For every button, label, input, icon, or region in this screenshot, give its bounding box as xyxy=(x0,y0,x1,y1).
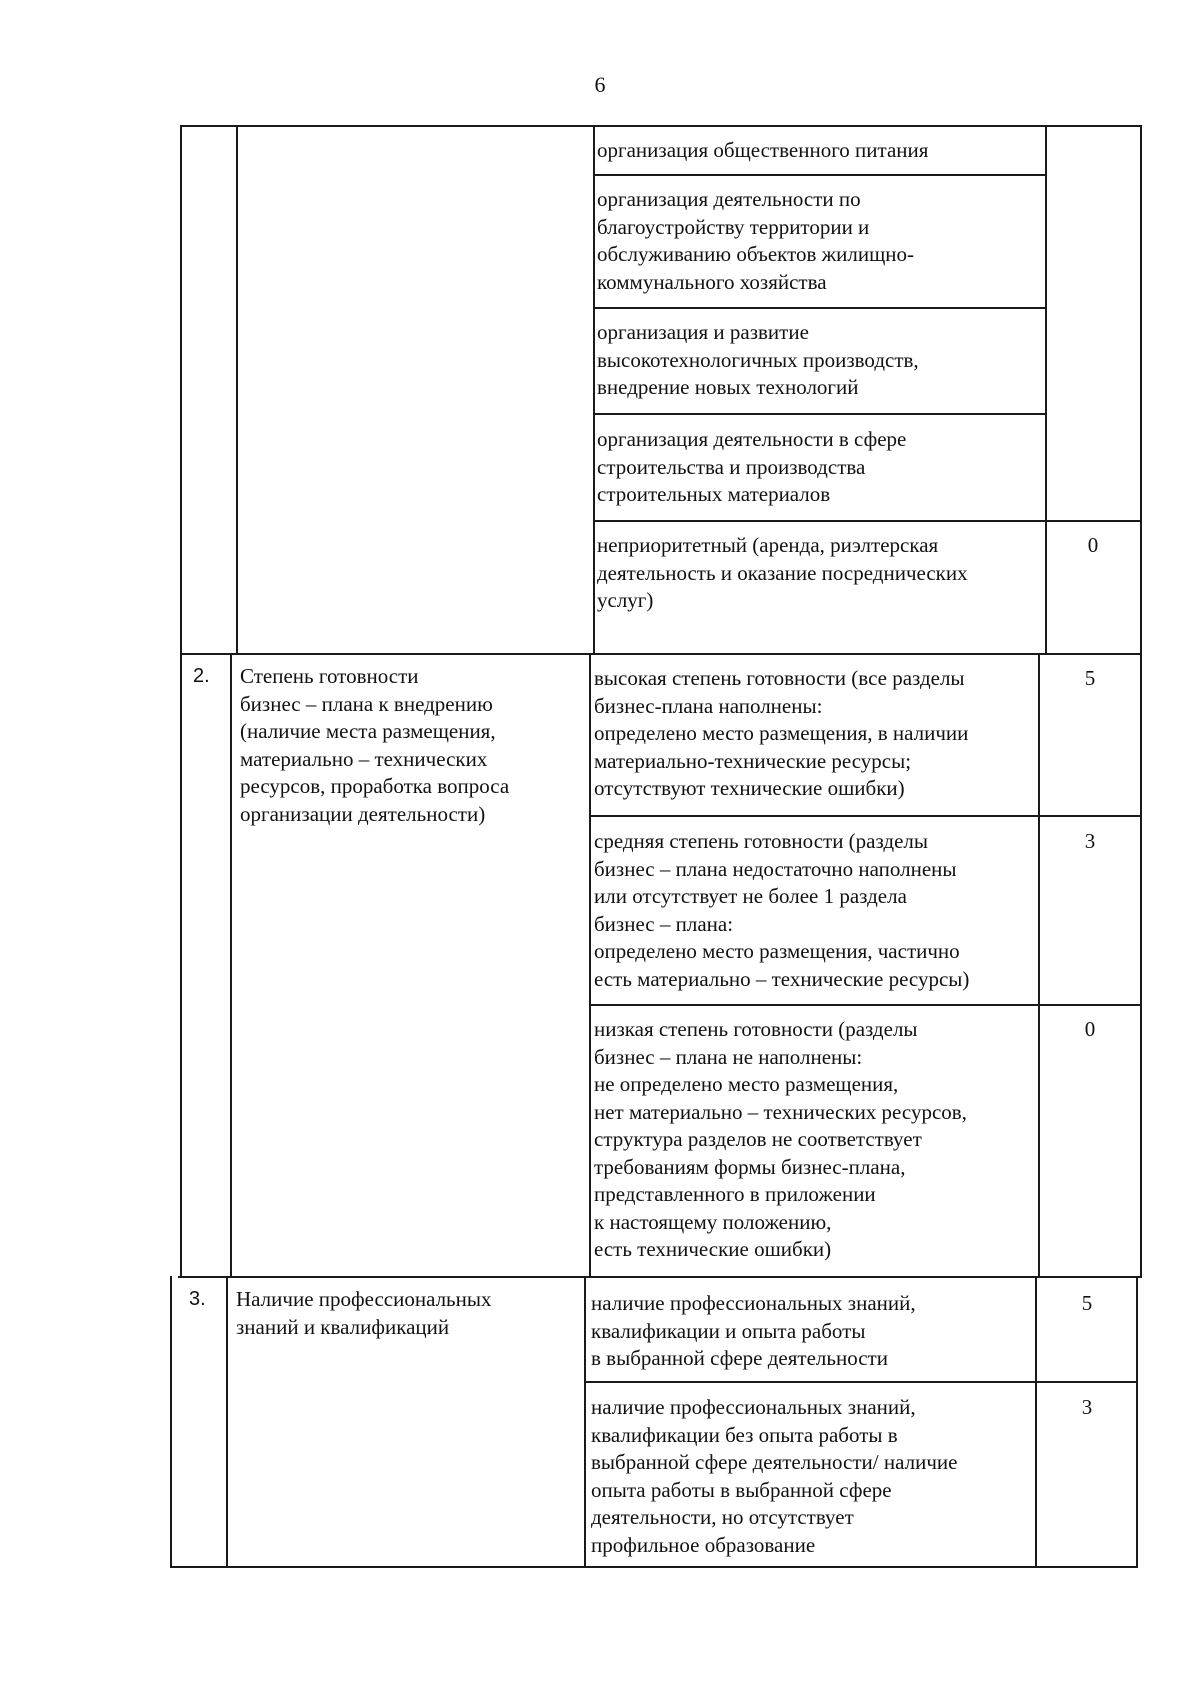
col-score-border xyxy=(1035,1276,1037,1568)
row-number: 3. xyxy=(189,1288,206,1310)
table-bottom-border xyxy=(170,1566,1138,1568)
option-text: организация деятельности в сфере строительства и производства строительных материалов xyxy=(597,427,907,506)
criterion-text: Степень готовности бизнес – плана к внедрению (наличие места размещения, материально – технических ресурсов, проработка вопроса организации деятельности) xyxy=(240,664,510,826)
col-number-border xyxy=(170,1276,172,1568)
col-criterion-border xyxy=(230,653,232,1278)
option-divider xyxy=(593,520,1140,522)
table-right-border xyxy=(1136,1276,1138,1568)
col-criterion-border xyxy=(226,1276,228,1568)
option-divider xyxy=(593,174,1045,176)
col-option-border xyxy=(584,1276,586,1568)
option-text: неприоритетный (аренда, риэлтерская деятельность и оказание посреднических услуг) xyxy=(597,533,968,612)
col-criterion-border xyxy=(236,125,238,655)
option-score: 3 xyxy=(1081,1395,1093,1419)
option-text: наличие профессиональных знаний, квалификации без опыта работы в выбранной сфере деятельности/ наличие опыта работы в выбранной сфере деятельности, но отсутствует профильное образование xyxy=(591,1395,958,1557)
col-score-border xyxy=(1038,653,1040,1278)
col-score-border xyxy=(1045,125,1047,655)
option-divider xyxy=(589,1004,1140,1006)
option-text: наличие профессиональных знаний, квалификации и опыта работы в выбранной сфере деятельности xyxy=(591,1291,916,1370)
option-text: высокая степень готовности (все разделы бизнес-плана наполнены: определено место размещения, в наличии материально-технические ресурсы; отсутствуют технические ошибки) xyxy=(594,666,969,800)
option-score: 0 xyxy=(1087,533,1099,557)
option-divider xyxy=(584,1381,1136,1383)
table-top-border xyxy=(180,125,1140,127)
row-number: 2. xyxy=(193,665,210,687)
criterion-text: Наличие профессиональных знаний и квалификаций xyxy=(236,1287,492,1339)
table-right-border xyxy=(1140,653,1142,1278)
table-right-border xyxy=(1140,125,1142,655)
col-number-border xyxy=(180,125,182,655)
option-score: 5 xyxy=(1081,1291,1093,1315)
col-number-border xyxy=(180,653,182,1278)
option-divider xyxy=(593,307,1045,309)
option-divider xyxy=(589,815,1140,817)
option-score: 3 xyxy=(1084,829,1096,853)
option-text: низкая степень готовности (разделы бизнес – плана не наполнены: не определено место размещения, нет материально – технических ресурсов, структура разделов не соответствует требованиям формы бизнес-плана, представленного в приложении к настоящему положению, есть технические ошибки) xyxy=(594,1017,967,1261)
option-divider xyxy=(593,413,1045,415)
col-option-border xyxy=(593,125,595,655)
option-text: средняя степень готовности (разделы бизнес – плана недостаточно наполнены или отсутствует не более 1 раздела бизнес – плана: определено место размещения, частично есть материально – технические ресурсы) xyxy=(594,829,970,991)
col-option-border xyxy=(589,653,591,1278)
option-score: 0 xyxy=(1084,1017,1096,1041)
option-text: организация деятельности по благоустройству территории и обслуживанию объектов жилищно- коммунального хозяйства xyxy=(597,187,915,294)
row-divider xyxy=(178,1276,1140,1278)
option-text: организация и развитие высокотехнологичных производств, внедрение новых технологий xyxy=(597,320,919,399)
row-divider xyxy=(180,653,1142,655)
page-number: 6 xyxy=(594,72,606,97)
option-text: организация общественного питания xyxy=(597,138,929,162)
option-score: 5 xyxy=(1084,666,1096,690)
